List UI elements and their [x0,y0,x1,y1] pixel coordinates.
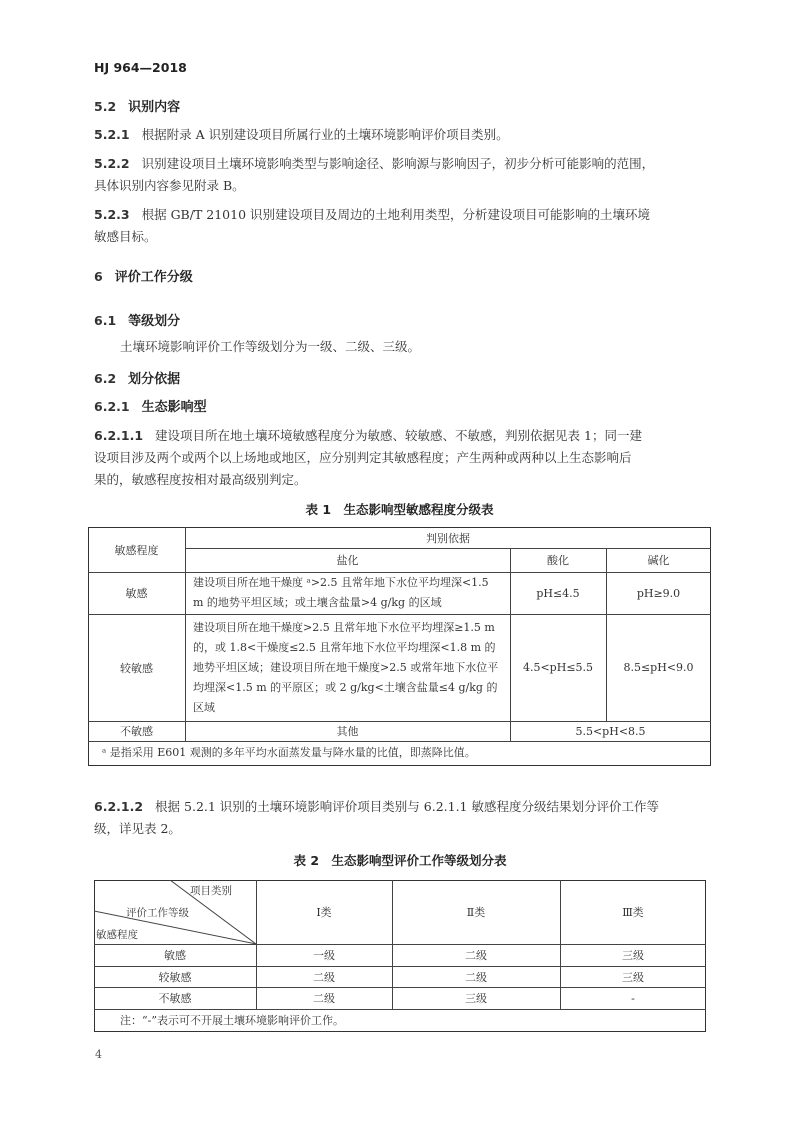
table2-corner-sensitivity: 敏感程度 [96,929,138,941]
clause-number: 5.2.2 [94,156,130,171]
document-id: HJ 964—2018 [94,60,187,75]
clause-number: 5.2.3 [94,207,130,222]
section-heading-5-2 [94,96,180,115]
table2-row-level: 不敏感 [158,992,192,1005]
table2-corner-grade: 评价工作等级 [126,907,189,919]
clause-text-line2: 级，详见表 2。 [94,821,181,836]
clause-text-line3: 果的，敏感程度按相对最高级别判定。 [94,472,307,487]
table1-row-alkali: pH≥9.0 [636,586,681,600]
clause-text-line1: 识别建设项目土壤环境影响类型与影响途径、影响源与影响因子，初步分析可能影响的范围， [141,156,655,171]
clause-text-line1: 根据 5.2.1 识别的土壤环境影响评价项目类别与 6.2.1.1 敏感程度分级结果划分评价工作等 [155,799,659,814]
table2-cell: 二级 [465,970,487,984]
table1-row-alkali: 8.5≤pH<9.0 [623,661,694,674]
section-title: 评价工作分级 [114,270,193,285]
clause-text-line1: 根据 GB/T 21010 识别建设项目及周边的土地利用类型，分析建设项目可能影响的土壤环境 [141,207,650,222]
table1-row-acid-alkali: 5.5<pH<8.5 [575,724,646,738]
table2-cell: 二级 [313,970,335,984]
page-number: 4 [95,1048,102,1061]
clause-text-line2: 具体识别内容参见附录 B。 [94,178,245,193]
table1-row-salt: 建设项目所在地干燥度>2.5 且常年地下水位平均埋深≥1.5 m 的，或 1.8<干燥度≤2.5 且常年地下水位平均埋深<1.8 m 的地势平坦区域；建设项目所在地干燥度>2.5 或常年地下水位平均埋深<1.5 m 的平原区；或 2 g/kg<土壤含盐量≤4 g/kg 的区域 [193,620,499,714]
section-number: 6.1 [94,313,117,328]
table2-col-header: Ⅱ类 [466,906,486,919]
clause-number: 6.2.1.2 [94,799,144,814]
table2-cell: 三级 [622,970,644,984]
section-number: 5.2 [94,99,117,114]
section-title: 生态影响型 [141,400,207,415]
table1-row-level: 不敏感 [120,725,153,738]
clause-number: 6.2.1.1 [94,428,144,443]
table1-header-alkalization: 碱化 [647,554,670,567]
table1-header-acidification: 酸化 [547,554,569,567]
table2-caption: 表 2 生态影响型评价工作等级划分表 [293,853,507,868]
clause-text-line2: 敏感目标。 [94,229,157,244]
section-title: 识别内容 [128,100,181,115]
table2-note: 注：“-”表示可不开展土壤环境影响评价工作。 [120,1013,344,1027]
table2-col-header: Ⅲ类 [622,906,644,919]
table2-row-level: 敏感 [164,949,186,962]
section-heading-6-2-1 [94,396,207,415]
paragraph-6-1: 土壤环境影响评价工作等级划分为一级、二级、三级。 [120,339,421,354]
section-heading-6-1 [94,310,180,329]
section-title: 划分依据 [128,372,181,387]
clause-5-2-2 [94,153,654,197]
section-number: 6 [94,269,103,284]
section-heading-6 [94,266,193,285]
table1-row-salt: 其他 [336,725,359,738]
table2-cell: 一级 [313,949,335,962]
table2-row-level: 较敏感 [158,970,192,984]
clause-5-2-1 [94,124,509,146]
clause-6-2-1-1 [94,425,642,491]
table1-row-salt: 建设项目所在地干燥度 ᵃ>2.5 且常年地下水位平均埋深<1.5 m 的地势平坦区域；或土壤含盐量>4 g/kg 的区域 [193,576,489,609]
clause-text-line1: 建设项目所在地土壤环境敏感程度分为敏感、较敏感、不敏感，判别依据见表 1；同一建 [155,428,642,443]
table1-header-basis: 判别依据 [426,531,470,545]
section-number: 6.2.1 [94,399,130,414]
clause-text: 根据附录 A 识别建设项目所属行业的土壤环境影响评价项目类别。 [141,127,509,142]
table1-header-salinization: 盐化 [336,554,359,567]
table2-col-header: Ⅰ类 [316,906,332,919]
table2-cell: - [631,991,635,1005]
table2-cell: 二级 [465,949,487,962]
table1-row-acid: 4.5<pH≤5.5 [522,661,594,674]
table1-row-level: 敏感 [125,587,148,600]
table1-note: ᵃ 是指采用 E601 观测的多年平均水面蒸发量与降水量的比值，即蒸降比值。 [102,746,476,759]
clause-6-2-1-2 [94,796,659,840]
table1-caption: 表 1 生态影响型敏感程度分级表 [305,502,494,517]
table2-cell: 三级 [622,949,644,962]
table2-cell: 二级 [313,992,335,1005]
table1-row-level: 较敏感 [120,661,153,675]
clause-number: 5.2.1 [94,127,130,142]
table2-cell: 三级 [465,992,487,1005]
section-title: 等级划分 [128,314,181,329]
section-heading-6-2 [94,368,180,387]
table1-header-sensitivity: 敏感程度 [114,543,159,557]
table2-corner-project-category: 项目类别 [190,885,232,897]
clause-5-2-3 [94,204,650,248]
table1-row-acid: pH≤4.5 [536,586,580,600]
section-number: 6.2 [94,371,117,386]
clause-text-line2: 设项目涉及两个或两个以上场地或地区，应分别判定其敏感程度；产生两种或两种以上生态影响后 [94,450,632,465]
